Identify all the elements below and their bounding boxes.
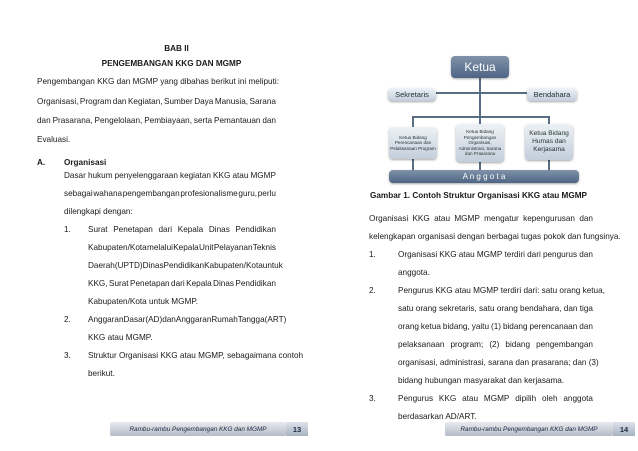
para-line [64, 170, 276, 181]
word: terdiri [504, 250, 525, 259]
word: KKG [438, 394, 457, 403]
word: Penetapan [130, 279, 170, 288]
word: atau [232, 171, 249, 180]
word: pengembangan [536, 340, 593, 349]
word: sebagai [64, 189, 93, 198]
word: Kabupaten/Kota [88, 243, 147, 252]
org-ketua-box: Ketua [451, 56, 509, 78]
list-line [398, 393, 593, 404]
org-bidang-1-box: Ketua Bidang Perencanaan dan Pelaksanaan Program [389, 127, 437, 159]
list-line: berikut. [88, 369, 115, 378]
list-number: 3. [369, 394, 376, 403]
word: wahana [93, 189, 123, 198]
word: KKG, [88, 279, 108, 288]
word: anggota [563, 394, 593, 403]
word: serta [193, 116, 213, 125]
word: orang [496, 304, 518, 313]
org-bidang-2-box: Ketua Bidang Pengembangan Organisasi, Administrasi, Sarana dan Prasarana [456, 124, 504, 162]
word: Dasar [123, 315, 146, 324]
word: orang [415, 304, 437, 313]
word: KKG [439, 250, 457, 259]
word: Pemantauan [214, 116, 261, 125]
para-line: kelengkapan organisasi dengan berbagai tugas pokok dan fungsinya. [369, 232, 621, 241]
word: Sumber [164, 97, 193, 106]
footer-bar [110, 422, 286, 436]
word: Kegiatan, [127, 97, 163, 106]
intro-line: Evaluasi. [37, 135, 71, 144]
word: MGMP [476, 250, 503, 259]
word: satu [398, 304, 414, 313]
word: melalui [147, 243, 173, 252]
word: Dinas [213, 279, 234, 288]
word: KKG [412, 214, 430, 223]
word: dan [579, 214, 593, 223]
word: pengembangan [122, 189, 180, 198]
word: atau [434, 214, 451, 223]
page-number: 13 [286, 422, 308, 436]
intro-line [37, 96, 276, 107]
word: dan [563, 304, 578, 313]
list-line: organisasi, administrasi, sarana dan prasarana; dan (3) [398, 358, 599, 367]
list-line: berdasarkan AD/ART. [398, 412, 477, 421]
word: (2) [489, 340, 500, 349]
word: kepengurusan [523, 214, 575, 223]
word: tiga [579, 304, 593, 313]
word: Anggaran [175, 315, 212, 324]
word: sekretaris, [439, 304, 477, 313]
right-page [319, 0, 638, 451]
word: dan [37, 116, 51, 125]
page-number: 14 [613, 422, 635, 436]
section-title: Organisasi [64, 158, 107, 167]
section-marker: A. [37, 158, 46, 167]
figure-caption: Gambar 1. Contoh Struktur Organisasi KKG atau MGMP [370, 191, 588, 200]
word: Program [79, 97, 112, 106]
word: KKG [213, 171, 231, 180]
org-sekretaris-box: Sekretaris [388, 88, 436, 101]
word: Daya [194, 97, 214, 106]
para-line [369, 213, 593, 224]
word: Teknis [252, 243, 276, 252]
list-line [398, 303, 593, 314]
word: guru, [238, 189, 258, 198]
word: pengurus [542, 250, 578, 259]
word: Dinas [208, 225, 230, 234]
list-line [398, 339, 593, 350]
word: Pengurus [398, 394, 434, 403]
word: bendahara, [520, 304, 562, 313]
word: dipilih [515, 394, 537, 403]
word: Dasar [64, 171, 86, 180]
word: MGMP [454, 214, 480, 223]
word: Daerah [88, 261, 115, 270]
word: MGMP [483, 394, 510, 403]
word: Organisasi, [37, 97, 79, 106]
list-line: anggota. [398, 268, 430, 277]
footer-bar [445, 422, 613, 436]
para-line: dilengkapi dengan: [64, 207, 133, 216]
word: perencanaan [529, 322, 578, 331]
word: dari [158, 225, 173, 234]
list-line: bidang hubungan masyarakat dan kerjasama. [398, 376, 565, 385]
word: program; [450, 340, 484, 349]
word: (ART) [264, 315, 287, 324]
word: (AD) [145, 315, 163, 324]
word: Prasarana, [52, 116, 93, 125]
list-line: KKG atau MGMP. [88, 333, 153, 342]
word: (1) [490, 322, 501, 331]
list-number: 1. [64, 225, 71, 234]
word: yaitu [471, 322, 490, 331]
word: ketua [420, 322, 441, 331]
para-line [64, 188, 276, 199]
word: Rumah [211, 315, 238, 324]
word: atau [462, 394, 479, 403]
word: satu [479, 304, 495, 313]
org-chart [319, 0, 638, 200]
word: bidang, [442, 322, 470, 331]
word: Surat [109, 279, 129, 288]
word: Manusia, [214, 97, 249, 106]
word: MGMP [250, 171, 276, 180]
word: dan [262, 116, 276, 125]
list-number: 2. [64, 315, 71, 324]
word: profesionalisme [180, 189, 238, 198]
word: Unit [198, 243, 214, 252]
word: orang [398, 322, 419, 331]
intro-line [37, 115, 276, 126]
word: Pendidikan [235, 225, 276, 234]
word: bidang [502, 322, 528, 331]
word: Tangga [237, 315, 265, 324]
word: penyelenggaraan [114, 171, 178, 180]
word: atau [458, 250, 475, 259]
word: Pelayanan [213, 243, 253, 252]
word: Pendidikan [235, 279, 276, 288]
word: Organisasi [398, 250, 438, 259]
word: Pengelolaan, [94, 116, 143, 125]
word: Dinas [142, 261, 164, 270]
intro-line: Pengembangan KKG dan MGMP yang dibahas berikut ini meliputi: [37, 77, 279, 86]
word: pelaksanaan [398, 340, 445, 349]
chapter-heading: PENGEMBANGAN KKG DAN MGMP [101, 59, 242, 68]
word: Kabupaten/Kota [204, 261, 263, 270]
footer-text: Rambu-rambu Pengembangan KKG dan MGMP [460, 425, 598, 433]
list-line: Struktur Organisasi KKG atau MGMP, sebagaimana contoh [88, 351, 304, 360]
word: perlu [257, 189, 276, 198]
word: Penetapan [113, 225, 153, 234]
org-bidang-3-box: Ketua Bidang Humas dan Kerjasama [525, 124, 573, 160]
list-number: 2. [369, 286, 376, 295]
word: Anggaran [88, 315, 124, 324]
word: oleh [542, 394, 558, 403]
list-line [88, 242, 276, 253]
word: dan [112, 97, 127, 106]
list-line [398, 321, 593, 332]
list-number: 3. [64, 351, 71, 360]
word: Kepala [173, 243, 199, 252]
word: dan [162, 315, 176, 324]
word: Surat [88, 225, 108, 234]
word: dari [527, 250, 541, 259]
word: hukum [87, 171, 113, 180]
word: untuk [262, 261, 283, 270]
list-line [88, 278, 276, 289]
word: dan [579, 250, 593, 259]
word: Sarana [249, 97, 276, 106]
chapter-label: BAB II [164, 44, 189, 53]
word: mengatur [484, 214, 519, 223]
word: Pendidikan [163, 261, 205, 270]
word: Pembiayaan, [144, 116, 193, 125]
word: Kepala [177, 225, 204, 234]
list-line [88, 314, 287, 325]
word: Organisasi [369, 214, 409, 223]
list-line [398, 249, 593, 260]
word: bidang [505, 340, 530, 349]
org-anggota-box: A n g g o t a [389, 170, 579, 183]
org-bendahara-box: Bendahara [527, 88, 577, 101]
word: dari [171, 279, 185, 288]
footer-text: Rambu-rambu Pengembangan KKG dan MGMP [129, 425, 267, 433]
word: (UPTD) [114, 261, 143, 270]
list-line: Kabupaten/Kota untuk MGMP. [88, 297, 198, 306]
list-line [88, 260, 283, 271]
word: dan [579, 322, 593, 331]
list-line [88, 224, 276, 235]
word: Kepala [186, 279, 212, 288]
list-number: 1. [369, 250, 376, 259]
word: kegiatan [179, 171, 211, 180]
list-line: Pengurus KKG atau MGMP terdiri dari: satu orang ketua, [398, 286, 605, 295]
